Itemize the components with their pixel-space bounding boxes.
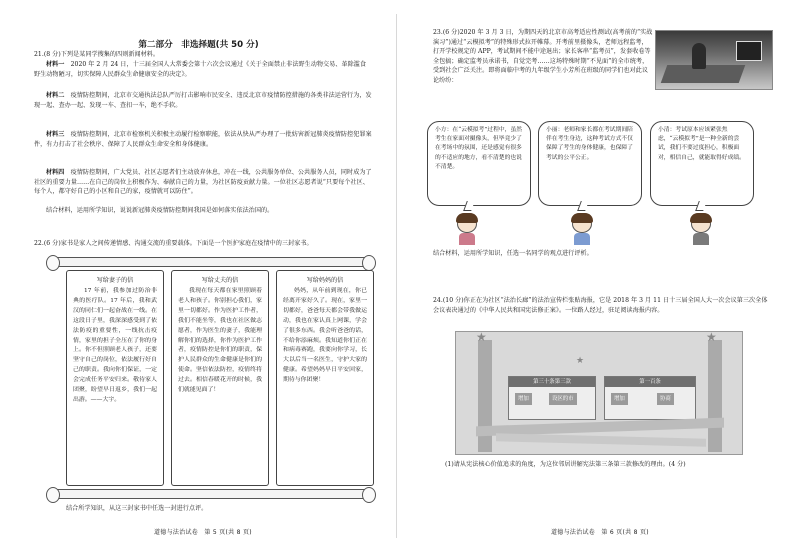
material-text: 2020 年 2 月 24 日，十三届全国人大常委会第十六次会议通过《关于全面禁止非法野生动物交易、革除滥食野生动物陋习，切实保障人民群众生命健康安全的决定》。 xyxy=(34,61,367,78)
letter-to-mom xyxy=(276,270,374,486)
avatar-body xyxy=(459,233,475,245)
student-avatar-boy xyxy=(688,213,714,245)
q22-stem: 22.(6 分)家书是家人之间传递情感、沟通交流的重要载体。下面是一个医护家庭在疫情中的三封家书。 xyxy=(34,240,313,247)
q23-task: 结合材料，运用所学知识，任选一名同学的观点进行评析。 xyxy=(433,250,593,257)
letter-title: 写给妈妈的信 xyxy=(306,277,344,284)
scroll-rod-top xyxy=(52,257,370,267)
speech-bubble-xiaoli xyxy=(538,121,642,206)
panel-heading: 第一百条 xyxy=(605,377,695,387)
exam-photo xyxy=(655,30,773,90)
avatar-body xyxy=(693,233,709,245)
letter-body: 我现在每天都在家里照顾着老人和孩子。你别担心我们，家里一切都好。作为医护工作者，我们不能坐等，我也在社区做志愿者，作为医生的妻子，我能理解你们的选择，你作为医护工作者，疫情防控是你们的职责，保护人民群众的生命健康是你们的使命。坚信依法防控，疫情终将过去。相信春暖花开的时候，我们就能见面了！ xyxy=(178,288,262,394)
student-avatar-girl xyxy=(454,213,480,245)
poster-panel-right xyxy=(604,376,696,420)
material-label: 材料一 xyxy=(46,61,65,68)
avatar-hair xyxy=(690,213,712,223)
monitor-shape xyxy=(736,41,762,61)
bubble-tail xyxy=(463,201,475,211)
student-avatar-girl-2 xyxy=(569,213,595,245)
letter-title: 写给丈夫的信 xyxy=(201,277,239,284)
material-label: 材料二 xyxy=(46,92,65,99)
material-label: 材料三 xyxy=(46,131,65,138)
letter-body: 妈妈，从年前到现在，你已经离开家好久了。现在，家里一切都好，爸爸每天都会带我做运动，我也在家认真上网课，学会了很多东西。我会听爸爸的话，不给你添麻烦。我知道你们正在和病毒赛跑，我要向你学习，长大以后当一名医生，守护大家的健康。希望妈妈早日平安回家，期待与你团聚！ xyxy=(283,288,367,384)
bubble-text: 小丽：老师和家长都在考试期间陪伴在考生身边，这种考试方式不仅保障了考生的身体健康，也保障了考试的公平公正。 xyxy=(546,127,633,161)
poster-ribbon xyxy=(496,433,706,446)
bubble-tail xyxy=(577,201,589,211)
material-text: 疫情防控期间，北京市交通执法总队严厉打击影响市民安全、违反北京市疫情防控措施的各类非法运营行为，发现一起、查办一起、发现一车、查扣一车，绝不手软。 xyxy=(34,92,372,109)
material-label: 材料四 xyxy=(46,169,65,176)
q23-stem: 23.(6 分)2020 年 3 月 3 日，为期四天的北京市高考适应性测试(高考前的“实战演习”)通过“云模拟考”的特殊形式拉开帷幕。开考前里摄像头，老师远程监考，打开学校规定的 APP，考试期间不能中途退出；家长客串“监考员”，发套收卷等全包搞；确定监考员承诺书，自觉完考……这场特殊时期“不见面”的全市统考，受到社会广泛关注。即将面临中考的九年级学生小芳所在班级的同学们也对此议论纷纷： xyxy=(433,29,653,84)
page-right xyxy=(397,0,794,551)
poster-pillar xyxy=(708,340,722,452)
star-icon: ★ xyxy=(476,330,487,344)
q24-subquestion-1: (1)请从宪法核心价值追求的角度，为这位邻居讲解宪法第三条第三款修改的理由。(4 分) xyxy=(445,461,686,468)
q22-task: 结合所学知识，从这三封家书中任选一封进行点评。 xyxy=(66,505,208,512)
panel-heading: 第三十条第三款 xyxy=(509,377,595,387)
speech-bubble-xiaoqing xyxy=(650,121,754,206)
letter-title: 写给妻子的信 xyxy=(96,277,134,284)
law-corridor-poster xyxy=(455,331,743,455)
bubble-text: 小清：考试原本应该紧张焦虑，“云模拟考”是一种全新的尝试，我们不要过度担心，积极面对，相信自己，就能取得好成绩。 xyxy=(658,127,745,161)
section-title: 第二部分 非选择题(共 50 分) xyxy=(138,40,259,50)
q24-stem: 24.(10 分)你正在为社区“法治长廊”的法治宣传栏张贴海报，它是 2018 年 3 月 11 日十三届全国人大一次会议第三次全体会议表决通过的《中华人民共和国宪法修正案》。一位路人经过，驻足阅读海报内容。 xyxy=(433,297,768,314)
avatar-hair xyxy=(456,213,478,223)
bubble-tail xyxy=(695,201,707,211)
avatar-body xyxy=(574,233,590,245)
panel-chip: 增加 xyxy=(515,393,532,405)
panel-chip: 增加 xyxy=(611,393,628,405)
panel-chip: 设区的市 xyxy=(549,393,577,405)
page-footer-right: 道德与法治试卷 第 6 页(共 8 页) xyxy=(551,529,649,536)
q21-material-1 xyxy=(34,60,372,79)
q21-material-3 xyxy=(34,130,372,149)
q21-material-4 xyxy=(34,168,372,197)
bubble-text: 小方：在“云模拟考”过程中，虽然考生在家面对摄像头，但毕竟少了在考场中的氛围，还是感觉有很多的不适应的地方，看不清楚的也说不清楚。 xyxy=(435,127,523,170)
star-icon: ★ xyxy=(576,356,585,366)
poster-panel-left xyxy=(508,376,596,420)
letter-to-husband xyxy=(171,270,269,486)
scroll-rod-bottom xyxy=(52,489,370,499)
panel-chip: 协商 xyxy=(657,393,674,405)
student-figure xyxy=(692,43,706,69)
speech-bubble-xiaofang xyxy=(427,121,531,206)
material-text: 疫情防控期间，广大党员、社区志愿者们主动放弃休息，冲在一线，公共服务单位、公共服务人员，同时成为了社区的重要力量……在自己的岗位上积极作为、奉献自己的力量，为社区防疫贡献力量。一位社区志愿者说“只要每个社区、每个人，都守好自己的小区和自己的家，疫情就可以防住”。 xyxy=(34,169,372,196)
star-icon: ★ xyxy=(706,330,717,344)
avatar-hair xyxy=(571,213,593,223)
letter-to-wife xyxy=(66,270,164,486)
letter-body: 17 年前，我参加过防治非典的医疗队。17 年后，我和武汉的同仁们一起奋战在一线。在这段日子里，我深深感受到了依法防疫的重要性，一线抗击疫情，家里的担子全压在了你的身上。你不但照顾老人孩子，还要坚守自己的岗位，依法履行好自己的职责。我向你们保证，一定会完成任务平安归来。敬待家人团聚，盼望早日返乡，我们一起出游。——大宇。 xyxy=(73,288,157,403)
material-text: 疫情防控期间，北京市检察机关积极主动履行检察职能，依法从快从严办理了一批妨害新冠肺炎疫情防控犯罪案件，有力打击了社会秩序、保障了人民群众生命安全和身体健康。 xyxy=(34,131,372,148)
q21-task: 结合材料，运用所学知识，说说新冠肺炎疫情防控期间我国是如何落实依法治国的。 xyxy=(46,207,274,214)
q21-stem: 21.(8 分)下列是某同学搜集的四则新闻材料。 xyxy=(34,51,160,58)
page-footer-left: 道德与法治试卷 第 5 页(共 8 页) xyxy=(154,529,252,536)
q21-material-2 xyxy=(34,91,372,110)
